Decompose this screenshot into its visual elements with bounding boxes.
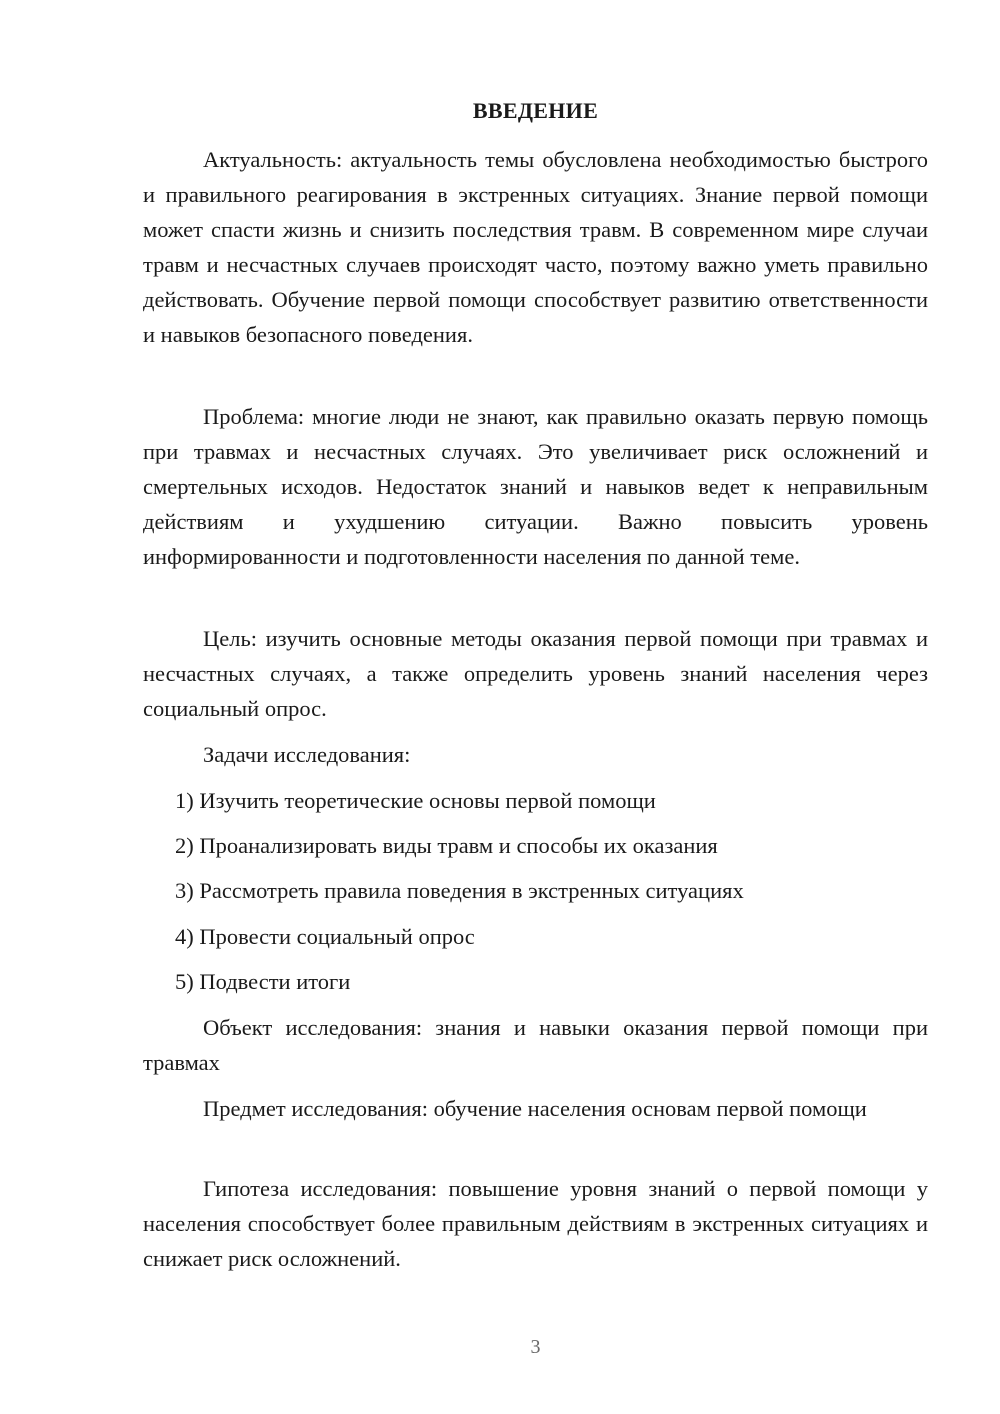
task-item-2: 2) Проанализировать виды травм и способы их оказания bbox=[175, 833, 718, 858]
relevance-paragraph: Актуальность: актуальность темы обусловлена необходимостью быстрого и правильного реагирования в экстренных ситуациях. Знание первой помощи может спасти жизнь и снизить последствия травм. В современном мире случаи травм и несчастных случаев происходят часто, поэтому важно уметь правильно действовать. Обучение первой помощи способствует развитию ответственности и навыков безопасного поведения. bbox=[143, 147, 928, 347]
subject-paragraph: Предмет исследования: обучение населения основам первой помощи bbox=[203, 1096, 867, 1121]
page-title: ВВЕДЕНИЕ bbox=[472, 98, 599, 123]
problem-paragraph: Проблема: многие люди не знают, как правильно оказать первую помощь при травмах и несчастных случаях. Это увеличивает риск осложнений и смертельных исходов. Недостаток знаний и навыков ведет к неправильным действиям и ухудшению ситуации. Важно повысить уровень информированности и подготовленности населения по данной теме. bbox=[143, 404, 928, 569]
page-number: 3 bbox=[530, 1336, 541, 1358]
task-item-4: 4) Провести социальный опрос bbox=[175, 924, 475, 949]
task-item-3: 3) Рассмотреть правила поведения в экстренных ситуациях bbox=[175, 878, 744, 903]
tasks-heading: Задачи исследования: bbox=[203, 742, 411, 767]
hypothesis-paragraph: Гипотеза исследования: повышение уровня знаний о первой помощи у населения способствует более правильным действиям в экстренных ситуациях и снижает риск осложнений. bbox=[143, 1176, 928, 1271]
task-item-5: 5) Подвести итоги bbox=[175, 969, 351, 994]
object-paragraph: Объект исследования: знания и навыки оказания первой помощи при травмах bbox=[143, 1015, 928, 1075]
task-item-1: 1) Изучить теоретические основы первой помощи bbox=[175, 788, 656, 813]
goal-paragraph: Цель: изучить основные методы оказания первой помощи при травмах и несчастных случаях, а также определить уровень знаний населения через социальный опрос. bbox=[143, 626, 928, 721]
